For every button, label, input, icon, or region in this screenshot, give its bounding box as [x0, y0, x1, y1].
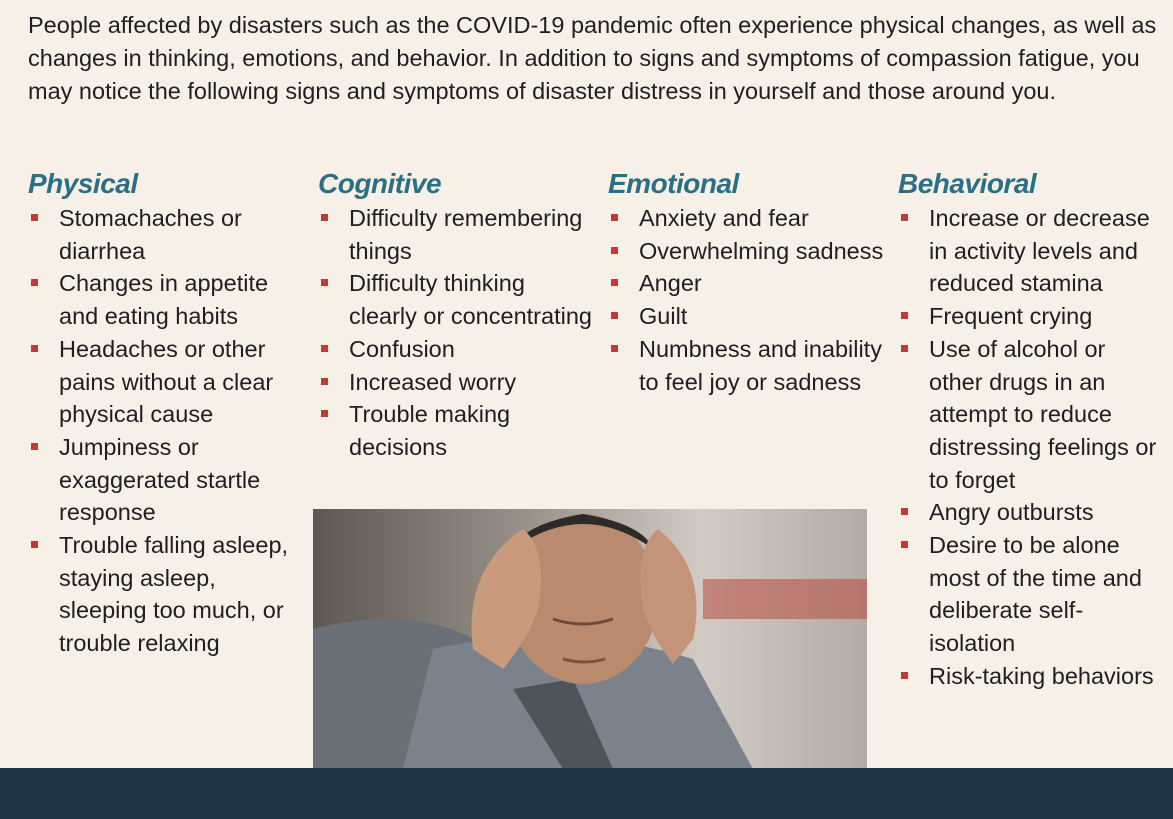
bullet-icon [31, 443, 38, 450]
bullet-icon [901, 312, 908, 319]
bullet-icon [901, 214, 908, 221]
footer-bar [0, 768, 1173, 819]
physical-column [28, 166, 308, 660]
bullet-icon [611, 247, 618, 254]
bullet-icon [611, 214, 618, 221]
bullet-icon [321, 410, 328, 417]
emotional-column [608, 166, 888, 398]
list-item: Trouble making decisions [318, 398, 598, 463]
behavioral-list [898, 202, 1163, 693]
bullet-icon [901, 541, 908, 548]
list-item: Stomachaches or diarrhea [28, 202, 308, 267]
list-item: Trouble falling asleep, staying asleep, sleeping too much, or trouble relaxing [28, 529, 308, 660]
list-item: Anger [608, 267, 888, 300]
list-item: Headaches or other pains without a clear physical cause [28, 333, 308, 431]
bullet-icon [321, 279, 328, 286]
emotional-list [608, 202, 888, 398]
bullet-icon [901, 672, 908, 679]
list-item: Frequent crying [898, 300, 1163, 333]
cognitive-heading: Cognitive [318, 168, 442, 199]
list-item: Angry outbursts [898, 496, 1163, 529]
list-item: Risk-taking behaviors [898, 660, 1163, 693]
list-item: Confusion [318, 333, 598, 366]
cognitive-column [318, 166, 598, 464]
bullet-icon [31, 279, 38, 286]
list-item: Anxiety and fear [608, 202, 888, 235]
intro-paragraph: People affected by disasters such as the COVID-19 pandemic often experience physical changes, as well as changes in thinking, emotions, and behavior. In addition to signs and symptoms of compassion fatigue, you may notice the following signs and symptoms of disaster distress in yourself and those around you. [28, 12, 1157, 104]
list-item: Increased worry [318, 366, 598, 399]
bullet-icon [321, 214, 328, 221]
bullet-icon [31, 541, 38, 548]
distressed-man-photo [313, 509, 867, 769]
bullet-icon [901, 345, 908, 352]
list-item: Changes in appetite and eating habits [28, 267, 308, 332]
behavioral-heading: Behavioral [898, 168, 1037, 199]
bullet-icon [31, 214, 38, 221]
bullet-icon [611, 345, 618, 352]
bullet-icon [321, 345, 328, 352]
list-item: Jumpiness or exaggerated startle response [28, 431, 308, 529]
bullet-icon [611, 312, 618, 319]
list-item: Desire to be alone most of the time and deliberate self-isolation [898, 529, 1163, 660]
list-item: Use of alcohol or other drugs in an attempt to reduce distressing feelings or to forget [898, 333, 1163, 497]
list-item: Difficulty thinking clearly or concentrating [318, 267, 598, 332]
bullet-icon [901, 508, 908, 515]
list-item: Increase or decrease in activity levels and reduced stamina [898, 202, 1163, 300]
emotional-heading: Emotional [608, 168, 739, 199]
physical-heading: Physical [28, 168, 138, 199]
list-item: Difficulty remembering things [318, 202, 598, 267]
bullet-icon [321, 378, 328, 385]
cognitive-list [318, 202, 598, 464]
list-item: Guilt [608, 300, 888, 333]
physical-list [28, 202, 308, 660]
list-item: Numbness and inability to feel joy or sadness [608, 333, 888, 398]
list-item: Overwhelming sadness [608, 235, 888, 268]
distressed-man-illustration [313, 509, 867, 769]
behavioral-column [898, 166, 1163, 693]
bullet-icon [611, 279, 618, 286]
bullet-icon [31, 345, 38, 352]
